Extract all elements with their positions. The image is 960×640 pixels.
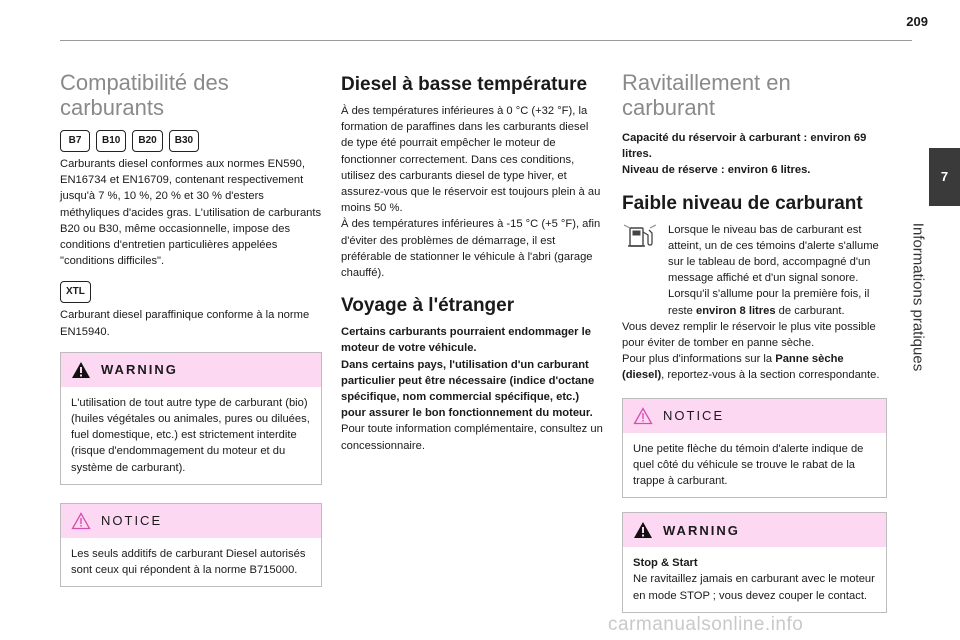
section-title-low-temp: Diesel à basse température: [341, 74, 588, 95]
notice-title-fuel-flap: NOTICE: [663, 408, 725, 424]
fuel-badges: [60, 130, 322, 152]
paragraph-abroad-bold-2: Dans certains pays, l'utilisation d'un carburant particulier peut être nécessaire (indice d'octane spécifique, nom commercial spécifique, etc.) pour assurer le bon fonctionnement du moteur.: [341, 358, 595, 420]
header-rule: [60, 40, 912, 41]
notice-text: Les seuls additifs de carburant Diesel autorisés sont ceux qui répondent à la norme B715000.: [71, 547, 306, 577]
column-fuel-compatibility: [60, 70, 322, 587]
reserve-level: Niveau de réserve : environ 6 litres.: [622, 164, 811, 177]
paragraph-low-temp-2: À des températures inférieures à -15 °C (+5 °F), afin d'éviter des problèmes de démarrage, il est préférable de stationner le véhicule à l'abri (garage chauffé).: [341, 218, 601, 280]
chapter-tab[interactable]: 7: [929, 148, 960, 206]
paragraph-abroad-bold-1: Certains carburants pourraient endommager le moteur de votre véhicule.: [341, 326, 591, 355]
warning-header-stop-start: [623, 513, 886, 547]
warning-icon: [633, 521, 653, 539]
badge-b10: B10: [96, 130, 126, 152]
xtl-badge-row: [60, 281, 322, 303]
column-refuelling: [622, 70, 887, 613]
paragraph-abroad-contact: Pour toute information complémentaire, consultez un concessionnaire.: [341, 423, 603, 452]
info-text-b: , reportez-vous à la section correspondante.: [661, 369, 880, 382]
notice-box-fuel-flap: [622, 398, 887, 499]
warning-icon: [71, 361, 91, 379]
tank-capacity: Capacité du réservoir à carburant : environ 69 litres.: [622, 132, 867, 161]
paragraph-more-info: [622, 351, 887, 383]
badge-b30: B30: [169, 130, 199, 152]
info-text-a: Pour plus d'informations sur la: [622, 353, 776, 366]
paragraph-low-temp-1: À des températures inférieures à 0 °C (+32 °F), la formation de paraffines dans les carburants diesel de type été pourrait empêcher le moteur de fonctionner correctement. Dans ces conditions, utilisez des carburants diesel de type hiver, et assurez-vous que le réservoir est toujours plein à au moins 50 %.: [341, 105, 601, 215]
notice-header: [61, 504, 321, 538]
section-title-refuelling: Ravitaillement en carburant: [622, 70, 791, 120]
badge-b20: B20: [132, 130, 162, 152]
info-link-empty-tank[interactable]: Panne sèche (diesel): [622, 353, 844, 382]
notice-title: NOTICE: [101, 513, 163, 529]
paragraph-refill-soon: Vous devez remplir le réservoir le plus vite possible pour éviter de tomber en panne sèche.: [622, 320, 876, 350]
warning-subtitle-stop-start: Stop & Start: [633, 557, 698, 570]
paragraph-low-fuel: [668, 222, 887, 319]
notice-icon: [71, 512, 91, 530]
badge-b7: B7: [60, 130, 90, 152]
low-fuel-row: [622, 222, 887, 319]
page-number: 209: [906, 14, 928, 29]
warning-title-stop-start: WARNING: [663, 522, 740, 538]
warning-text-stop-start: Ne ravitaillez jamais en carburant avec le moteur en mode STOP ; vous devez couper le contact.: [633, 573, 875, 602]
warning-text: L'utilisation de tout autre type de carburant (bio) (huiles végétales ou animales, pures ou diluées, fuel domestique, etc.) est strictement interdite (risque d'endommagement du moteur et du système de carburant).: [71, 396, 310, 474]
low-fuel-text-a: Lorsque le niveau bas de carburant est atteint, un de ces témoins d'alerte s'allume sur le tableau de bord, accompagné d'un message affiché et d'un signal sonore. Lorsqu'il s'allume pour la première fois, il reste: [668, 223, 879, 317]
chapter-title: Informations pratiques: [909, 222, 927, 372]
low-fuel-litres: environ 8 litres: [695, 304, 776, 317]
badge-xtl: XTL: [60, 281, 91, 303]
fuel-pump-icon: [622, 222, 660, 250]
paragraph-fuel-standards: Carburants diesel conformes aux normes EN590, EN16734 et EN16709, contenant respectivement jusqu'à 7 %, 10 %, 20 % et 30 % d'esters méthyliques d'acides gras. L'utilisation de carburants B20 ou B30, même occasionnelle, impose des conditions d'entretien particulières appelées "conditions difficiles".: [60, 158, 322, 268]
watermark: carmanualsonline.info: [608, 614, 804, 635]
notice-text-fuel-flap: Une petite flèche du témoin d'alerte indique de quel côté du véhicule se trouve le rabat de la trappe à carburant.: [633, 442, 864, 488]
section-title-compatibility: Compatibilité des carburants: [60, 70, 229, 120]
section-title-abroad: Voyage à l'étranger: [341, 295, 515, 317]
notice-box: [60, 503, 322, 587]
column-diesel: [341, 70, 603, 454]
warning-title: WARNING: [101, 362, 178, 378]
notice-header-fuel-flap: [623, 399, 886, 433]
low-fuel-text-b: de carburant.: [775, 304, 845, 317]
paragraph-xtl: Carburant diesel paraffinique conforme à la norme EN15940.: [60, 309, 310, 338]
chapter-label: [901, 212, 935, 382]
section-title-low-fuel: Faible niveau de carburant: [622, 192, 863, 214]
notice-icon: [633, 407, 653, 425]
warning-box-stop-start: [622, 512, 887, 613]
warning-header: [61, 353, 321, 387]
warning-box: [60, 352, 322, 485]
